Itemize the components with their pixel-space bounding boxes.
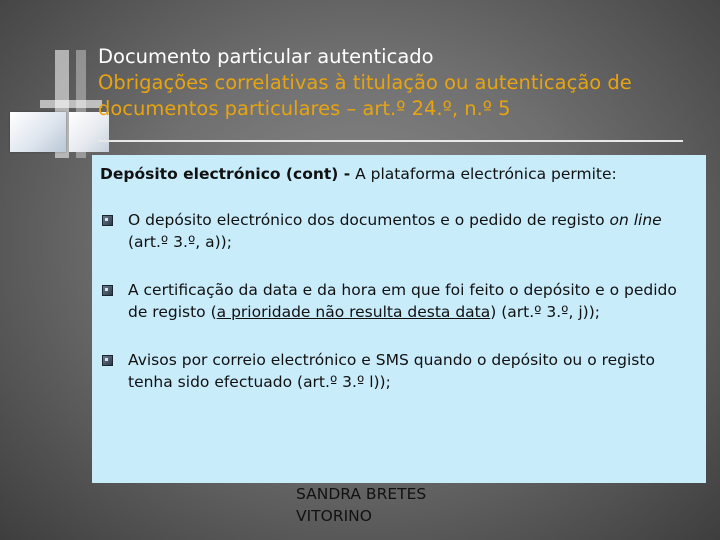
list-item [100, 349, 696, 393]
lead-text: A plataforma electrónica permite: [350, 165, 617, 183]
item-text: A certificação da data e da hora em que foi feito o depósito e o pedido de registo ( [128, 281, 677, 321]
author-line: SANDRA BRETES [296, 485, 427, 503]
item-text: ) (art.º 3.º, j)); [490, 303, 600, 321]
lead-paragraph [100, 165, 696, 183]
decorative-square [10, 112, 66, 152]
item-text: O depósito electrónico dos documentos e o pedido de registo [128, 211, 610, 229]
decorative-horizontal-bar [40, 100, 102, 108]
item-underlined-text: a prioridade não resulta desta data [216, 303, 491, 321]
content-box [92, 155, 706, 483]
item-text: (art.º 3.º, a)); [128, 233, 232, 251]
lead-bold-text: Depósito electrónico (cont) - [100, 165, 351, 183]
square-bullet-icon [102, 355, 113, 366]
list-item [100, 279, 696, 323]
item-italic-text: on line [609, 211, 662, 229]
author-footer [296, 483, 426, 527]
square-bullet-icon [102, 215, 113, 226]
slide-title [98, 44, 688, 122]
author-line: VITORINO [296, 507, 372, 525]
title-line-subtitle: Obrigações correlativas à titulação ou autenticação de documentos particulares – art.º 24.º, n.º 5 [98, 71, 632, 120]
item-text: Avisos por correio electrónico e SMS quando o depósito ou o registo tenha sido efectuado (art.º 3.º l)); [128, 351, 655, 391]
square-bullet-icon [102, 285, 113, 296]
title-line-main: Documento particular autenticado [98, 45, 434, 68]
list-item [100, 209, 696, 253]
title-divider-line [98, 140, 683, 142]
